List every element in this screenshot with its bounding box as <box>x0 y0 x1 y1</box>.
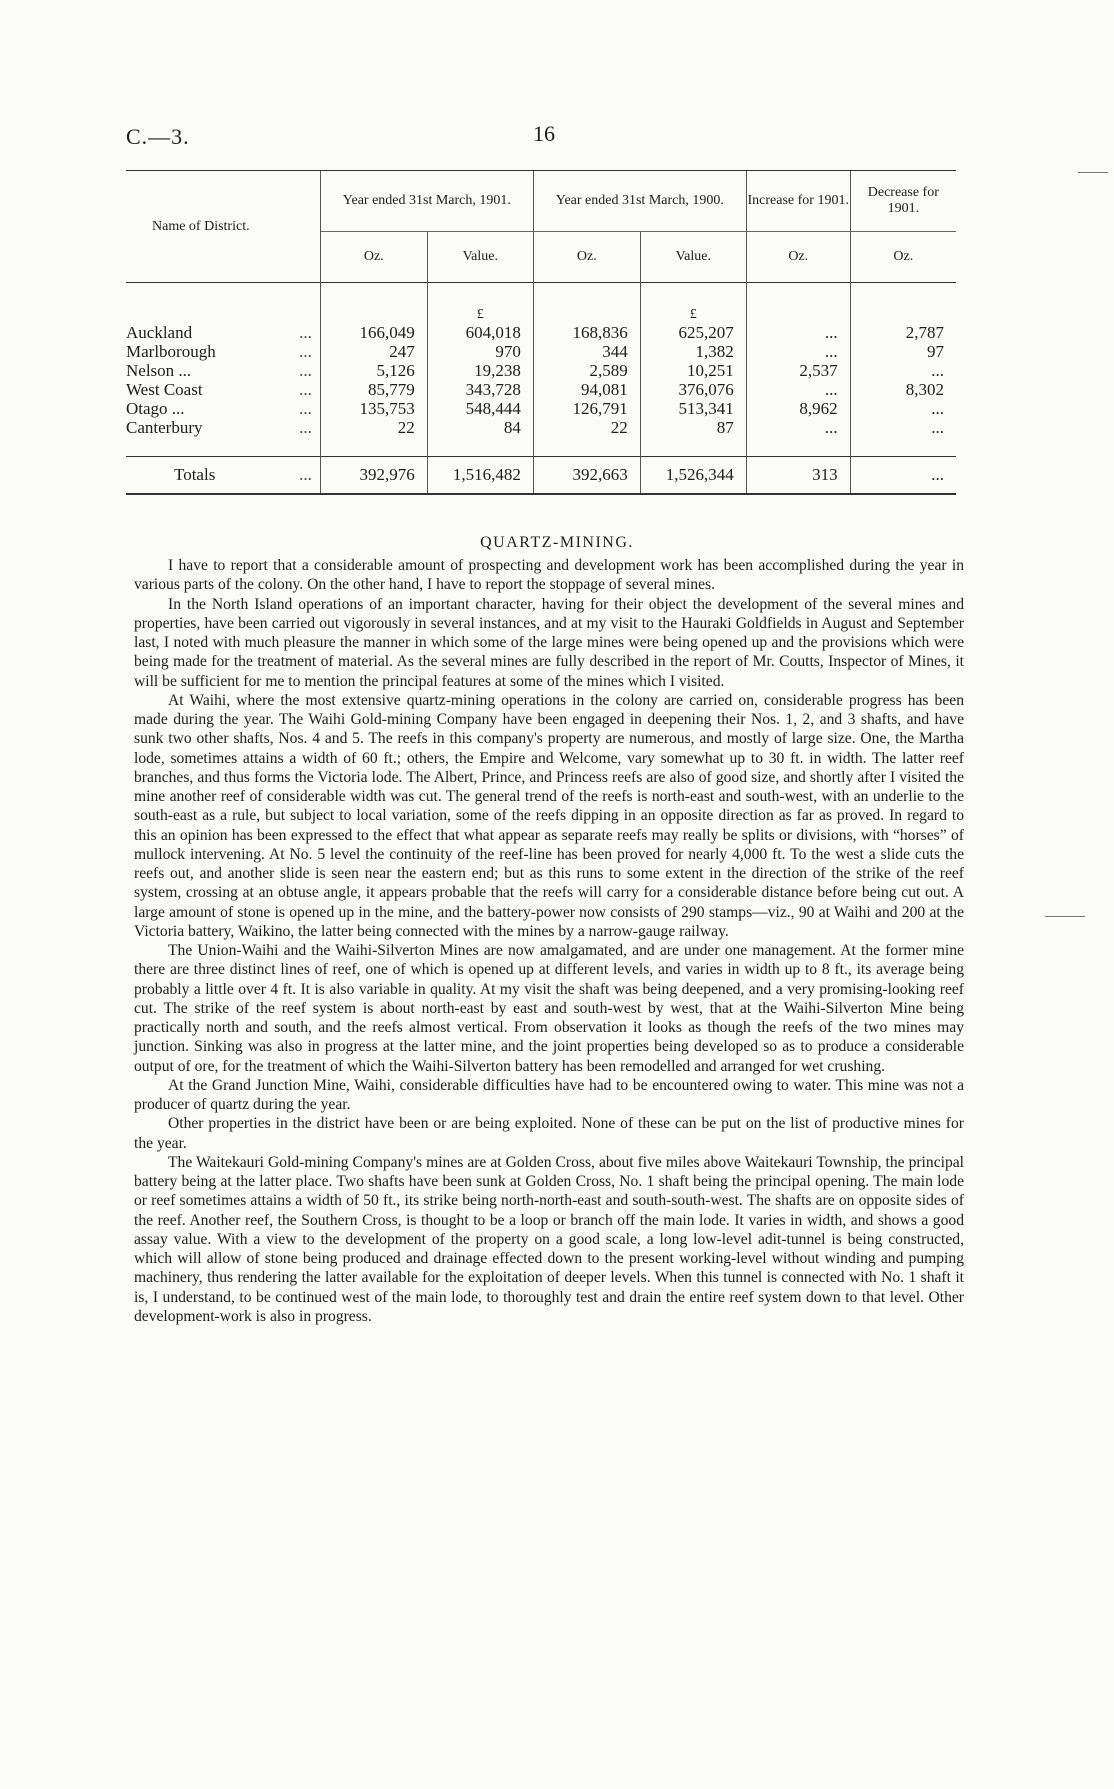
paragraph: The Waitekauri Gold-mining Company's mines are at Golden Cross, about five miles above Waitekauri Township, the principal battery being at the latter place. Two shafts have been sunk at Golden Cross, No. 1 shaft being the principal opening. The main lode or reef sometimes attains a width of 50 ft., its strike being north-north-east and south-south-west. The shafts are on opposite sides of the reef. Another reef, the Southern Cross, is thought to be a loop or branch off the main lode. It varies in width, and shows a good assay value. With a view to the development of the property on a good scale, a long low-level adit-tunnel is being constructed, which will allow of stone being produced and drainage effected down to the present working-level without winding and pumping machinery, thus rendering the latter available for the exploitation of deeper levels. When this tunnel is connected with No. 1 shaft it is, I understand, to be continued west of the main lode, to thoroughly test and drain the entire reef system down to that level. Other development-work is also in progress. <box>134 1153 964 1325</box>
oz-1901-cell: 22 <box>320 418 427 437</box>
leader-dots: ... <box>299 323 312 342</box>
total-increase: 313 <box>746 457 850 494</box>
oz-1901-cell: 247 <box>320 342 427 361</box>
increase-oz-header: Oz. <box>746 232 850 283</box>
decrease-cell: ... <box>850 418 956 437</box>
report-body <box>134 556 964 1326</box>
paragraph: The Union-Waihi and the Waihi-Silverton Mines are now amalgamated, and are under one management. At the former mine there are three distinct lines of reef, one of which is opened up at different levels, and varies in width up to 8 ft., its average being probably a little over 4 ft. It is also variable in quality. At my visit the shaft was being deepened, and a very promising-looking reef cut. The strike of the reef system is about north-east by east and south-west by west, that at the Waihi-Silverton Mine being practically north and south, and the reefs almost vertical. From observation it looks as though the reefs of the two mines may junction. Sinking was also in progress at the latter mine, and the joint properties being developed so as to produce a considerable output of ore, for the treatment of which the Waihi-Silverton battery has been remodelled and arranged for wet crushing. <box>134 942 964 1075</box>
oz-1900-cell: 94,081 <box>533 380 640 399</box>
increase-cell: ... <box>746 418 850 437</box>
value-1900-cell: 376,076 <box>640 380 746 399</box>
increase-cell: ... <box>746 342 850 361</box>
page-number: 16 <box>533 121 555 146</box>
table-row <box>126 342 956 361</box>
oz-1901-header: Oz. <box>320 232 427 283</box>
oz-1900-header: Oz. <box>533 232 640 283</box>
total-value-1901: 1,516,482 <box>427 457 533 494</box>
value-1901-cell: 84 <box>427 418 533 437</box>
oz-1900-cell: 344 <box>533 342 640 361</box>
total-oz-1901: 392,976 <box>320 457 427 494</box>
decrease-cell: 97 <box>850 342 956 361</box>
year-1901-header: Year ended 31st March, 1901. <box>320 171 533 232</box>
oz-1900-cell: 22 <box>533 418 640 437</box>
currency-symbol: £ <box>640 283 746 324</box>
increase-header: Increase for 1901. <box>746 171 850 232</box>
value-1900-cell: 625,207 <box>640 323 746 342</box>
value-1901-cell: 343,728 <box>427 380 533 399</box>
value-1900-header: Value. <box>640 232 746 283</box>
decrease-cell: ... <box>850 399 956 418</box>
totals-label: Totals <box>174 465 216 484</box>
paragraph: I have to report that a considerable amount of prospecting and development work has been accomplished during the year in various parts of the colony. On the other hand, I have to report the stoppage of several mines. <box>134 557 964 594</box>
table-row <box>126 418 956 437</box>
value-1901-header: Value. <box>427 232 533 283</box>
oz-1901-cell: 166,049 <box>320 323 427 342</box>
oz-1901-cell: 85,779 <box>320 380 427 399</box>
table-row <box>126 323 956 342</box>
table-bottom-rule <box>126 494 956 498</box>
table-row <box>126 361 956 380</box>
leader-dots: ... <box>299 380 312 399</box>
leader-dots: ... <box>299 342 312 361</box>
paragraph: At the Grand Junction Mine, Waihi, considerable difficulties have had to be encountered owing to water. This mine was not a producer of quartz during the year. <box>134 1076 964 1113</box>
decrease-cell: 2,787 <box>850 323 956 342</box>
district-name: Auckland <box>126 323 193 342</box>
value-1900-cell: 87 <box>640 418 746 437</box>
paragraph: At Waihi, where the most extensive quartz-mining operations in the colony are carried on, considerable progress has been made during the year. The Waihi Gold-mining Company have been engaged in deepening their Nos. 1, 2, and 3 shafts, and have sunk two other shafts, Nos. 4 and 5. The reefs in this company's property are numerous, and mostly of large size. One, the Martha lode, sometimes attains a width of 60 ft.; others, the Empire and Welcome, vary somewhat up to 30 ft. in width. The latter reef branches, and thus forms the Victoria lode. The Albert, Prince, and Princess reefs are also of good size, and shortly after I visited the mine another reef of considerable width was cut. The general trend of the reefs is north-east and south-west, with an underlie to the south-east as a rule, but subject to local variation, some of the reefs dipping in an opposite direction as far as proved. In regard to this an opinion has been expressed to the effect that what appear as separate reefs may really be splits or divisions, with “horses” of mullock intervening. At No. 5 level the continuity of the reef-line has been proved for nearly 4,000 ft. To the west a slide cuts the reefs out, and another slide is seen near the eastern end; but as this runs to some extent in the direction of the strike of the reef system, crossing at an obtuse angle, it appears probable that the reefs will carry for a considerable distance before being cut out. A large amount of stone is opened up in the mine, and the battery-power now consists of 290 stamps—viz., 90 at Waihi and 200 at the Victoria battery, Waikino, the latter being connected with the mines by a narrow-gauge railway. <box>134 691 964 940</box>
district-name: Marlborough <box>126 342 216 361</box>
value-1901-cell: 548,444 <box>427 399 533 418</box>
district-name: Otago ... <box>126 399 185 418</box>
increase-cell: ... <box>746 380 850 399</box>
increase-cell: 2,537 <box>746 361 850 380</box>
margin-mark <box>1045 916 1085 917</box>
value-1901-cell: 19,238 <box>427 361 533 380</box>
margin-mark <box>1078 172 1108 173</box>
leader-dots: ... <box>299 399 312 418</box>
total-decrease: ... <box>850 457 956 494</box>
totals-row <box>126 457 956 494</box>
oz-1900-cell: 168,836 <box>533 323 640 342</box>
value-1900-cell: 1,382 <box>640 342 746 361</box>
district-name: Canterbury <box>126 418 203 437</box>
currency-symbol: £ <box>427 283 533 324</box>
increase-cell: 8,962 <box>746 399 850 418</box>
leader-dots: ... <box>299 465 312 484</box>
table-row <box>126 380 956 399</box>
leader-dots: ... <box>299 361 312 380</box>
value-1901-cell: 604,018 <box>427 323 533 342</box>
value-1900-cell: 513,341 <box>640 399 746 418</box>
total-value-1900: 1,526,344 <box>640 457 746 494</box>
district-name: West Coast <box>126 380 203 399</box>
document-reference: C.—3. <box>126 124 190 149</box>
value-1900-cell: 10,251 <box>640 361 746 380</box>
oz-1901-cell: 5,126 <box>320 361 427 380</box>
oz-1900-cell: 126,791 <box>533 399 640 418</box>
section-heading: QUARTZ-MINING. <box>480 534 634 551</box>
total-oz-1900: 392,663 <box>533 457 640 494</box>
year-1900-header: Year ended 31st March, 1900. <box>533 171 746 232</box>
oz-1900-cell: 2,589 <box>533 361 640 380</box>
paragraph: Other properties in the district have been or are being exploited. None of these can be put on the list of productive mines for the year. <box>134 1115 964 1152</box>
decrease-cell: ... <box>850 361 956 380</box>
decrease-cell: 8,302 <box>850 380 956 399</box>
name-of-district-header: Name of District. <box>126 171 320 283</box>
value-1901-cell: 970 <box>427 342 533 361</box>
decrease-header: Decrease for 1901. <box>850 171 956 232</box>
oz-1901-cell: 135,753 <box>320 399 427 418</box>
district-name: Nelson ... <box>126 361 192 380</box>
table-row <box>126 399 956 418</box>
leader-dots: ... <box>299 418 312 437</box>
increase-cell: ... <box>746 323 850 342</box>
decrease-oz-header: Oz. <box>850 232 956 283</box>
paragraph: In the North Island operations of an important character, having for their object the development of the several mines and properties, have been carried out vigorously in several instances, and at my visit to the Hauraki Goldfields in August and September last, I noted with much pleasure the manner in which some of the large mines were being opened up and the provisions which were being made for the treatment of material. As the several mines are fully described in the report of Mr. Coutts, Inspector of Mines, it will be sufficient for me to mention the principal features at some of the mines which I visited. <box>134 595 964 690</box>
gold-return-table <box>126 170 956 498</box>
